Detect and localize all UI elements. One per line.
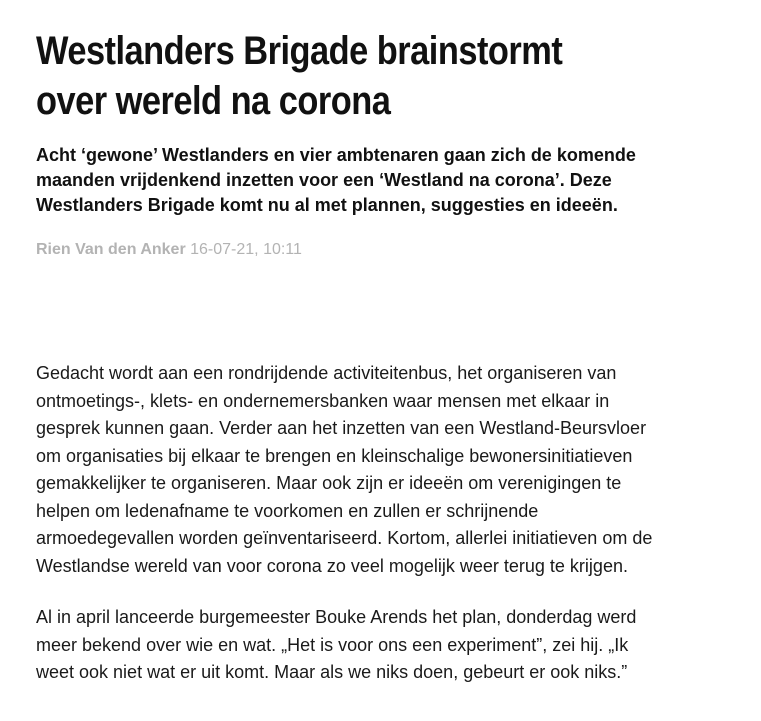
body-line: armoedegevallen worden geïnventariseerd. Kortom, allerlei initiatieven om de — [36, 528, 653, 548]
body-line: Al in april lanceerde burgemeester Bouke Arends het plan, donderdag werd — [36, 607, 637, 627]
body-line: gemakkelijker te organiseren. Maar ook zijn er ideeën om verenigingen te — [36, 473, 622, 493]
intro-line: Acht ‘gewone’ Westlanders en vier ambtenaren gaan zich de komende — [36, 145, 636, 165]
body-line: weet ook niet wat er uit komt. Maar als we niks doen, gebeurt er ook niks.” — [36, 662, 628, 682]
body-line: ontmoetings-, klets- en ondernemersbanken waar mensen met elkaar in — [36, 390, 610, 411]
article-headline — [36, 26, 638, 126]
headline-line: Westlanders Brigade brainstormt — [36, 29, 563, 73]
author-name[interactable]: Rien Van den Anker — [36, 241, 186, 258]
body-paragraph — [36, 360, 736, 580]
body-line: meer bekend over wie en wat. „Het is voor ons een experiment”, zei hij. „Ik — [36, 634, 629, 655]
intro-line: maanden vrijdenkend inzetten voor een ‘Westland na corona’. Deze — [36, 170, 612, 190]
intro-line: Westlanders Brigade komt nu al met plannen, suggesties en ideeën. — [36, 195, 618, 215]
body-line: Westlandse wereld van voor corona zo veel mogelijk weer terug te krijgen. — [36, 555, 628, 576]
publish-date: 16-07-21, 10:11 — [190, 241, 302, 258]
body-line: Gedacht wordt aan een rondrijdende activiteitenbus, het organiseren van — [36, 363, 617, 383]
article-intro — [36, 143, 736, 218]
byline — [36, 240, 302, 260]
body-line: gesprek kunnen gaan. Verder aan het inzetten van een Westland-Beursvloer — [36, 418, 647, 438]
body-line: helpen om ledenafname te voorkomen en zullen er schrijnende — [36, 500, 539, 521]
headline-line: over wereld na corona — [36, 79, 391, 123]
body-line: om organisaties bij elkaar te brengen en kleinschalige bewonersinitiatieven — [36, 445, 633, 466]
article-body — [36, 360, 736, 711]
body-paragraph — [36, 604, 736, 687]
